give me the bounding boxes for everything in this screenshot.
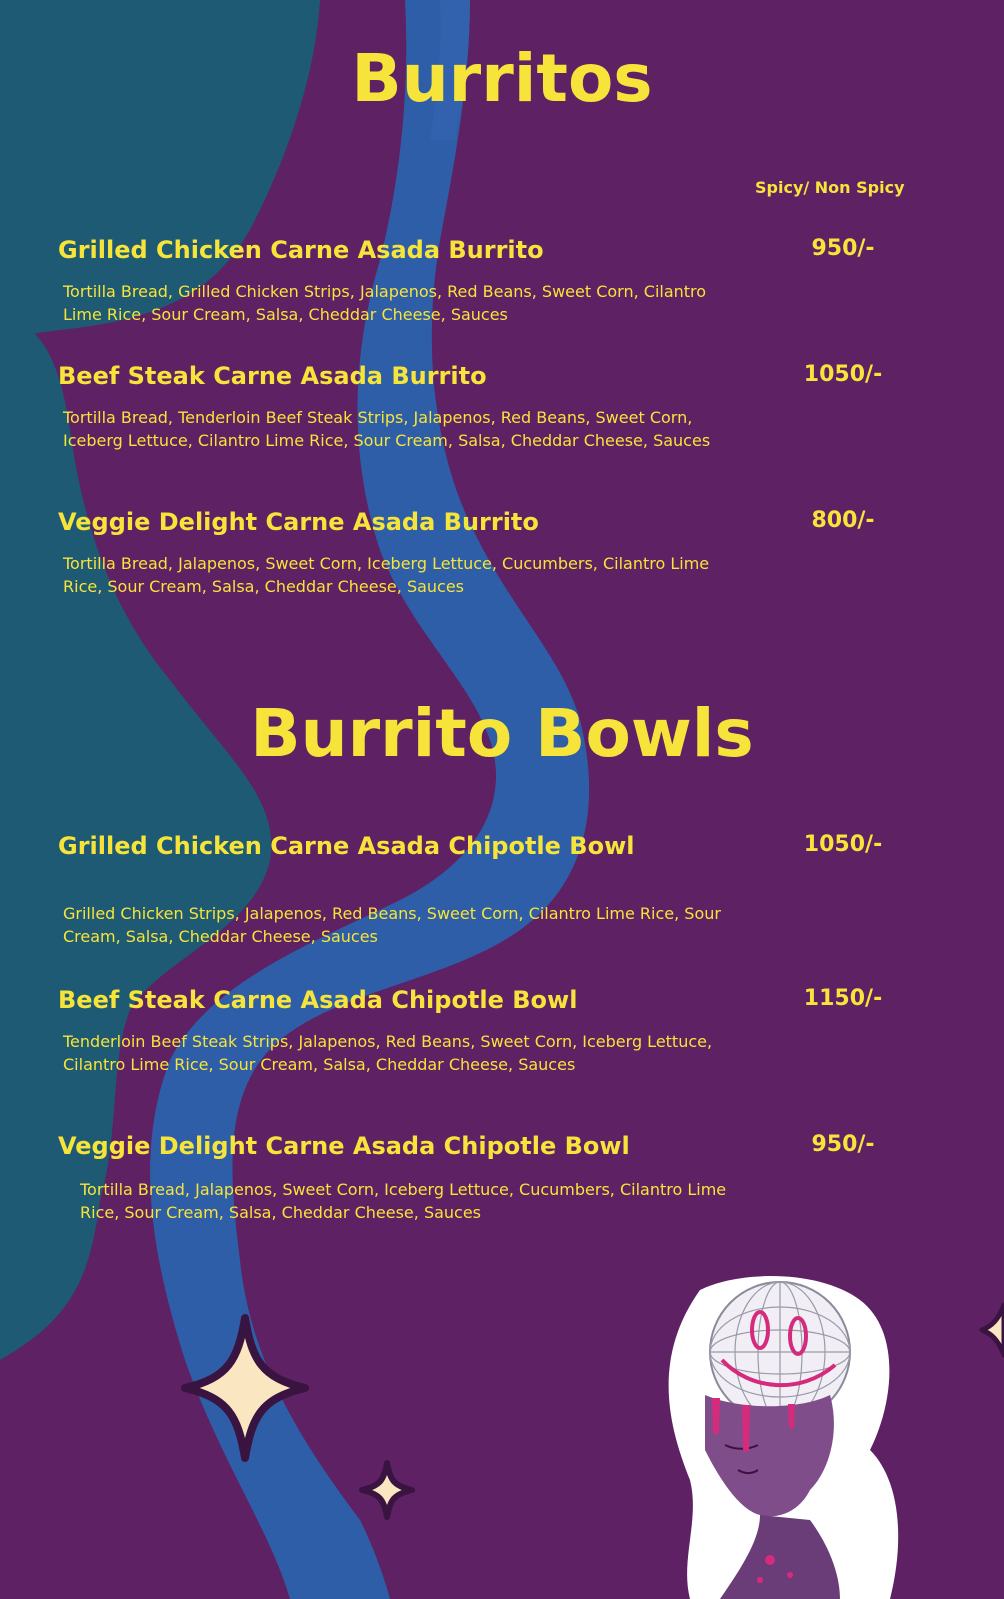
- item-price: 1050/-: [803, 832, 883, 857]
- item-description: Tortilla Bread, Jalapenos, Sweet Corn, Iceberg Lettuce, Cucumbers, Cilantro Lime Rice, Sour Cream, Salsa, Cheddar Cheese, Sauces: [63, 554, 710, 596]
- item-name: Beef Steak Carne Asada Burrito: [58, 362, 487, 390]
- item-name: Beef Steak Carne Asada Chipotle Bowl: [58, 986, 578, 1014]
- item-price: 950/-: [811, 1132, 875, 1157]
- disco-head-illustration: [669, 1276, 899, 1599]
- item-description: Tortilla Bread, Jalapenos, Sweet Corn, Iceberg Lettuce, Cucumbers, Cilantro Lime Rice, Sour Cream, Salsa, Cheddar Cheese, Sauces: [80, 1180, 727, 1222]
- item-price: 1150/-: [803, 986, 883, 1011]
- section-title-burrito-bowls: Burrito Bowls: [250, 695, 754, 772]
- item-name: Veggie Delight Carne Asada Chipotle Bowl: [58, 1132, 630, 1160]
- item-price: 1050/-: [803, 362, 883, 387]
- item-description: Tortilla Bread, Grilled Chicken Strips, Jalapenos, Red Beans, Sweet Corn, Cilantro Lime Rice, Sour Cream, Salsa, Cheddar Cheese, Sauces: [63, 282, 707, 324]
- sparkle-icon: [185, 1318, 305, 1458]
- item-description: Tortilla Bread, Tenderloin Beef Steak Strips, Jalapenos, Red Beans, Sweet Corn, Iceberg Lettuce, Cilantro Lime Rice, Sour Cream, Salsa, Cheddar Cheese, Sauces: [63, 408, 711, 450]
- sparkle-icon: [982, 1305, 1004, 1599]
- item-name: Veggie Delight Carne Asada Burrito: [58, 508, 539, 536]
- sparkle-icon: [362, 1463, 412, 1517]
- item-price: 800/-: [811, 508, 875, 533]
- item-name: Grilled Chicken Carne Asada Burrito: [58, 236, 544, 264]
- section-title-burritos: Burritos: [351, 40, 653, 117]
- spicy-non-spicy-label: Spicy/ Non Spicy: [755, 178, 905, 197]
- item-description: Grilled Chicken Strips, Jalapenos, Red Beans, Sweet Corn, Cilantro Lime Rice, Sour Cream, Salsa, Cheddar Cheese, Sauces: [63, 904, 721, 946]
- item-price: 950/-: [811, 236, 875, 261]
- item-name: Grilled Chicken Carne Asada Chipotle Bowl: [58, 832, 635, 860]
- item-description: Tenderloin Beef Steak Strips, Jalapenos, Red Beans, Sweet Corn, Iceberg Lettuce, Cilantro Lime Rice, Sour Cream, Salsa, Cheddar Cheese, Sauces: [63, 1032, 713, 1074]
